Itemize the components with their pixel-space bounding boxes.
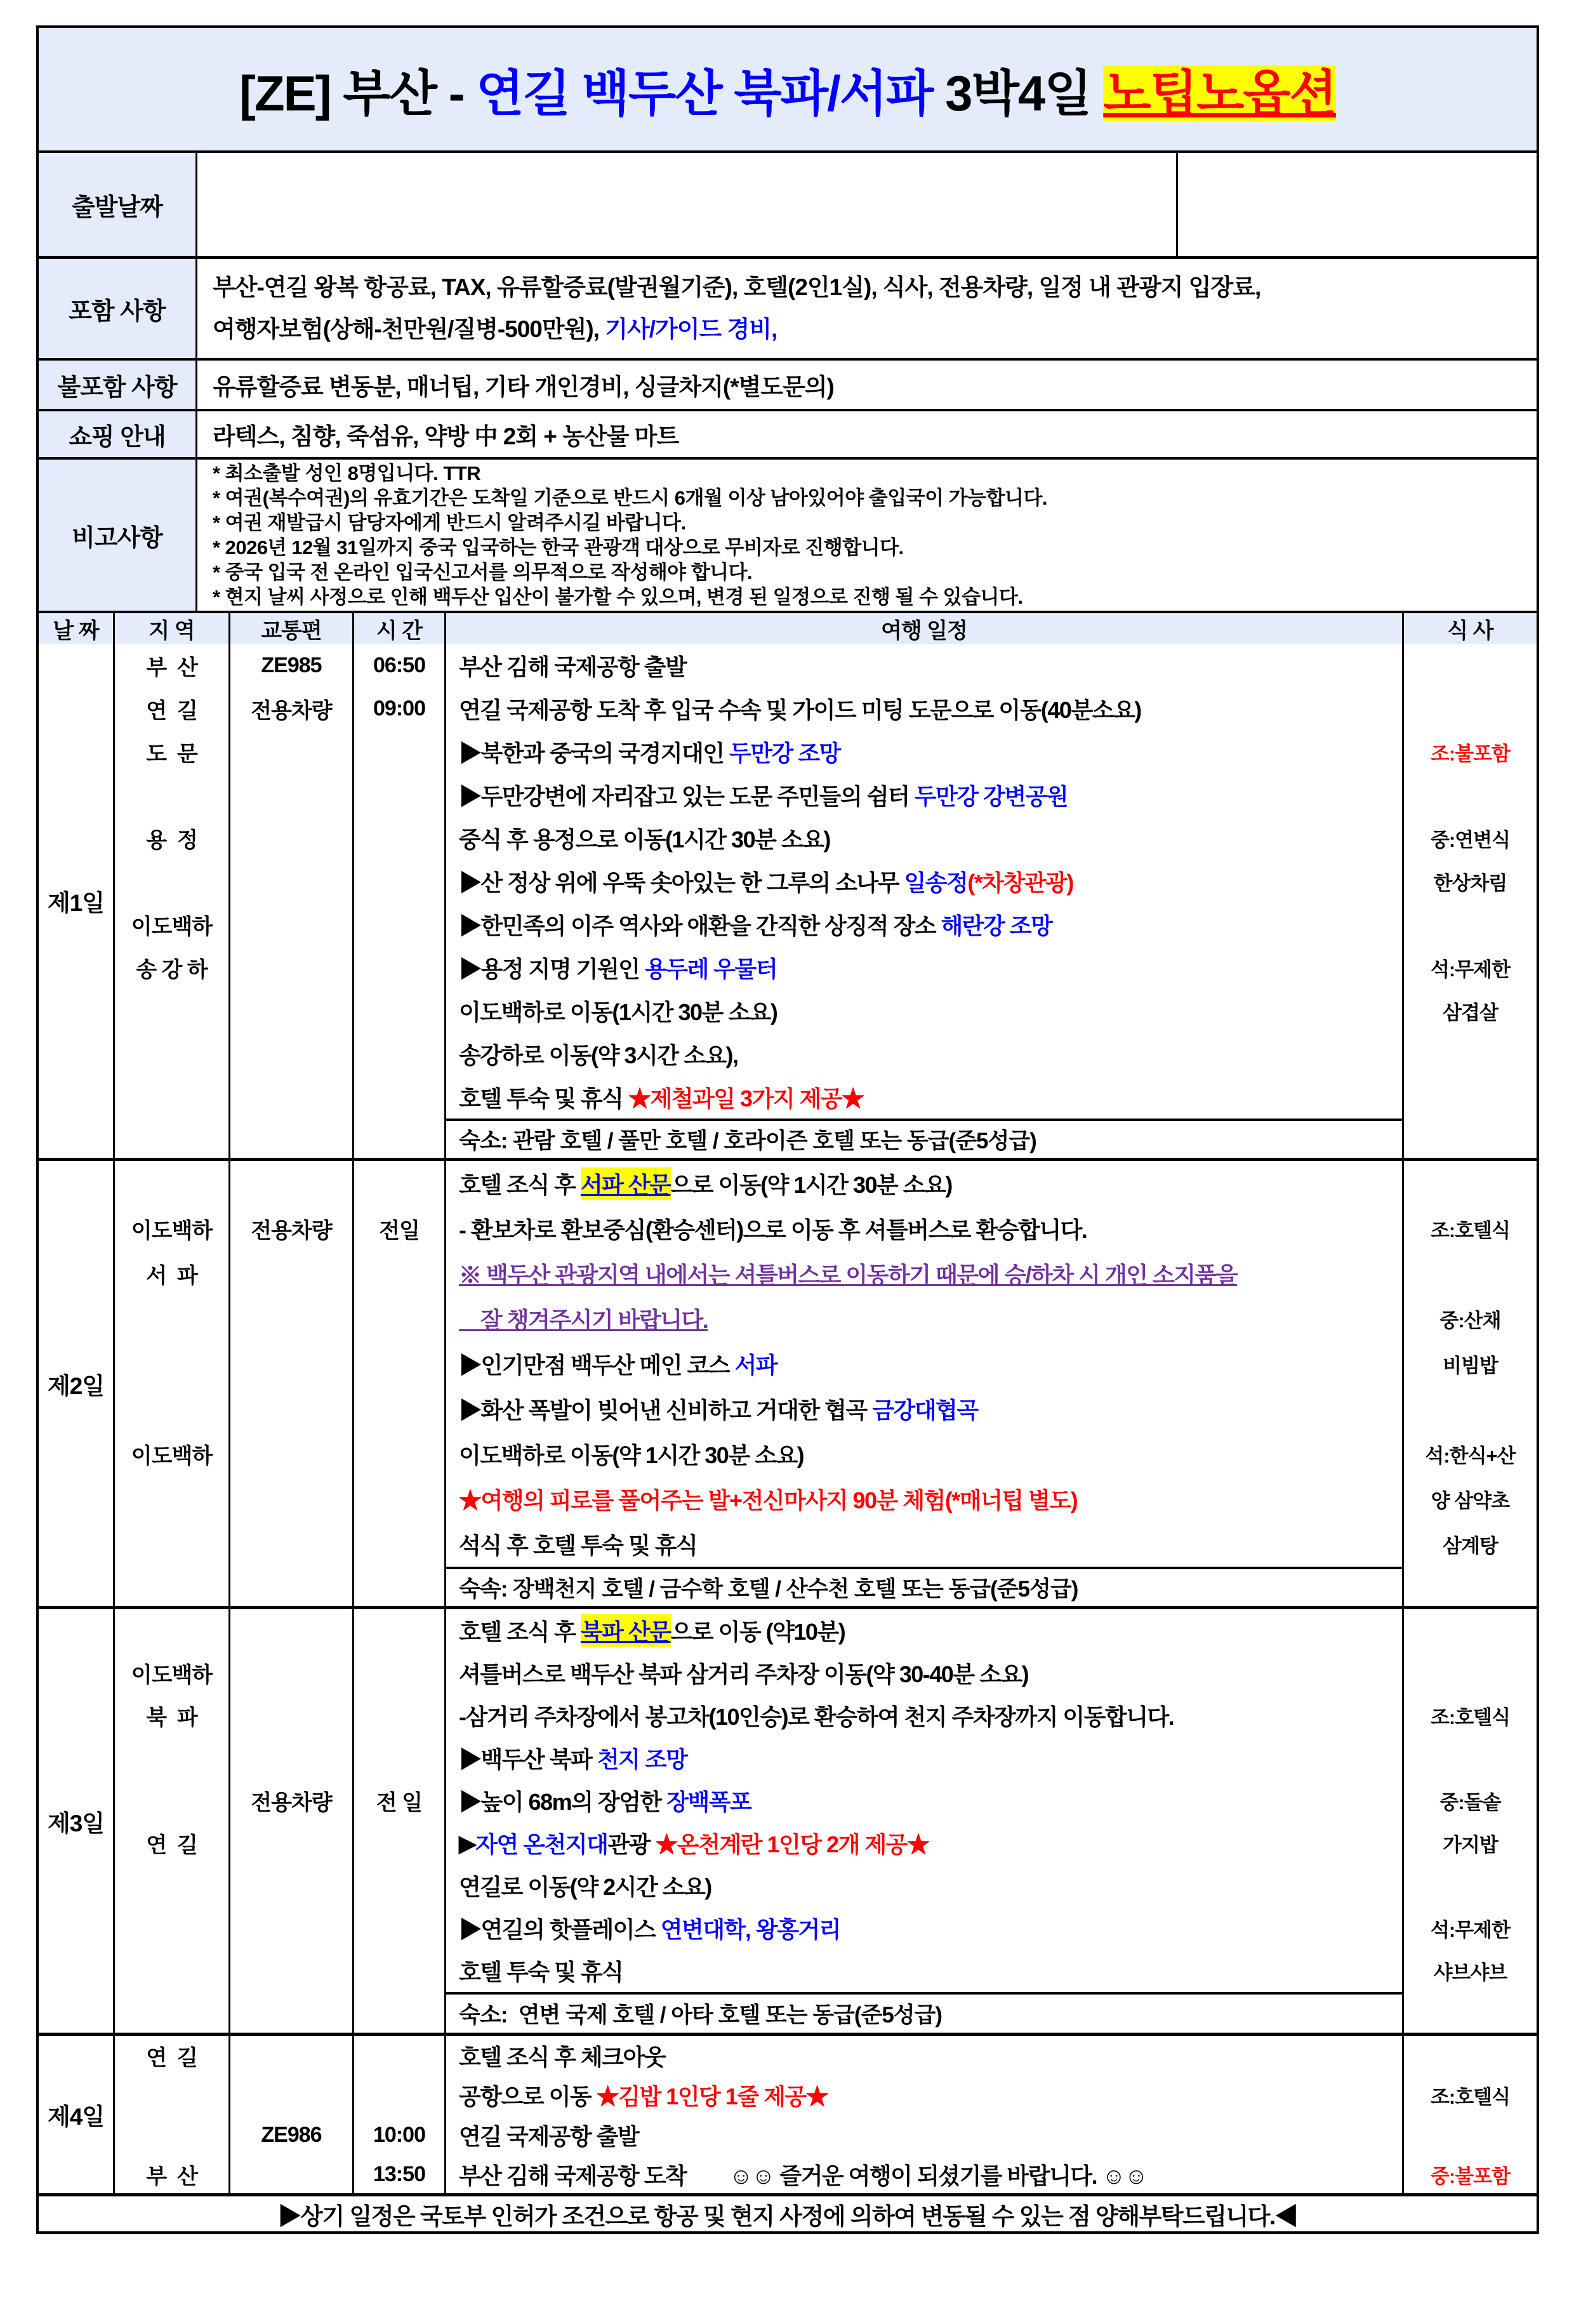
info-line: * 2026년 12월 31일까지 중국 입국하는 한국 관광객 대상으로 무비자로 진행합니다. (213, 536, 904, 559)
regions-slot (115, 1864, 228, 1907)
time-slot: 09:00 (373, 696, 425, 720)
day-itinerary (446, 2036, 1404, 2193)
transport-slot (230, 1431, 352, 1477)
day-row (39, 2036, 1537, 2196)
day-time (354, 644, 446, 1158)
shopping-info-row (39, 411, 1537, 460)
meal-slot (1404, 644, 1537, 687)
transport-slot: 전용차량 (251, 698, 332, 723)
transport-slot (230, 1032, 352, 1075)
time-slot (354, 989, 444, 1032)
regions-slot: 용 정 (146, 828, 197, 853)
time-slot (354, 946, 444, 989)
regions-slot: 연 길 (146, 698, 197, 723)
itinerary-line: 송강하로 이동(약 3시간 소요), (459, 1042, 738, 1068)
time-slot (354, 1609, 444, 1652)
header-transport: 교통편 (230, 613, 354, 644)
time-slot (354, 1477, 444, 1522)
meal-slot (1404, 1609, 1537, 1652)
meal-slot (1404, 1251, 1537, 1296)
transport-slot (230, 1161, 352, 1206)
regions-slot (115, 2115, 228, 2155)
time-slot (354, 816, 444, 860)
shopping-info-text (197, 411, 1537, 457)
info-line: * 중국 입국 전 온라인 입국신고서를 의무적으로 작성해야 합니다. (213, 561, 753, 583)
itinerary-line: 이도백하로 이동(1시간 30분 소요) (459, 999, 777, 1025)
time-slot (354, 1341, 444, 1386)
departure-date-row (39, 153, 1537, 259)
regions-slot (115, 1296, 228, 1341)
time-slot (354, 1949, 444, 1992)
meal-slot: 중:산채 (1439, 1310, 1501, 1332)
transport-slot (230, 1251, 352, 1296)
itinerary-line: -삼거리 주차장에서 봉고차(10인승)로 환승하여 천지 주차장까지 이동합니다. (459, 1704, 1174, 1730)
meal-slot: 석:한식+산 (1425, 1445, 1516, 1467)
regions-slot: 이도백하 (131, 1444, 213, 1468)
itinerary-line: ▶북한과 중국의 국경지대인 두만강 조망 (459, 740, 840, 766)
time-slot (354, 1386, 444, 1431)
day-itinerary (446, 644, 1404, 1158)
transport-slot (230, 1296, 352, 1341)
transport-slot (230, 1341, 352, 1386)
itinerary-line: 연길로 이동(약 2시간 소요) (459, 1874, 711, 1900)
transport-slot (230, 1075, 352, 1119)
meal-slot: 삼겹살 (1443, 1001, 1498, 1024)
itinerary-table (36, 25, 1539, 2234)
regions-slot (115, 860, 228, 903)
meal-slot: 중:연변식 (1430, 828, 1511, 851)
time-slot (354, 1652, 444, 1694)
regions-slot (115, 1779, 228, 1822)
departure-date-extra[interactable] (1178, 153, 1537, 256)
meal-slot: 조:불포함 (1430, 742, 1511, 765)
time-slot (354, 1737, 444, 1779)
itinerary-line: ▶화산 폭발이 빚어낸 신비하고 거대한 협곡 금강대협곡 (459, 1397, 978, 1423)
remarks-label: 비고사항 (39, 460, 197, 611)
itinerary-line: ▶용정 지명 기원인 용두레 우물터 (459, 955, 777, 982)
day-itinerary (446, 1609, 1404, 2033)
day-row (39, 644, 1537, 1161)
transport-slot (230, 1386, 352, 1431)
header-date: 날 짜 (39, 613, 115, 644)
time-slot (354, 773, 444, 816)
transport-slot (230, 1652, 352, 1694)
itinerary-line: 호텔 투숙 및 휴식 ★제철과일 3가지 제공★ (459, 1085, 864, 1112)
info-line: * 최소출발 성인 8명입니다. TTR (213, 462, 481, 484)
transport-slot (230, 2155, 352, 2194)
day-regions (115, 644, 230, 1158)
itinerary-line: ▶연길의 핫플레이스 연변대학, 왕홍거리 (459, 1916, 840, 1942)
shopping-info-label: 쇼핑 안내 (39, 411, 197, 457)
hotel-info: 숙소: 관람 호텔 / 풀만 호텔 / 호라이즌 호텔 또는 동급(준5성급) (446, 1119, 1402, 1158)
meal-slot (1404, 687, 1537, 730)
regions-slot (115, 1032, 228, 1075)
time-slot: 06:50 (373, 653, 425, 677)
day-regions (115, 1161, 230, 1606)
itinerary-line: 호텔 투숙 및 휴식 (459, 1959, 623, 1985)
time-slot (354, 1864, 444, 1907)
meal-slot: 조:호텔식 (1430, 1219, 1511, 1242)
time-slot (354, 1431, 444, 1477)
included-items-label: 포함 사항 (39, 259, 197, 358)
time-slot (354, 1075, 444, 1119)
info-line: * 여권 재발급시 담당자에게 반드시 알려주시길 바랍니다. (213, 512, 686, 534)
regions-slot: 연 길 (146, 1833, 197, 1857)
itinerary-line: ★여행의 피로를 풀어주는 발+전신마사지 90분 체험(*매너팁 별도) (459, 1487, 1078, 1513)
itinerary-line: 공항으로 이동 ★김밥 1인당 1줄 제공★ (459, 2083, 828, 2110)
regions-slot (115, 1075, 228, 1119)
day-meals (1404, 644, 1537, 1158)
day-regions (115, 1609, 230, 2033)
info-line: * 여권(복수여권)의 유효기간은 도착일 기준으로 반드시 6개월 이상 남아있어야 출입국이 가능합니다. (213, 487, 1048, 509)
time-slot (354, 903, 444, 946)
regions-slot (115, 773, 228, 816)
remarks-text (197, 460, 1537, 611)
included-items-text (197, 259, 1537, 358)
meal-slot: 삼계탕 (1443, 1535, 1498, 1557)
meal-slot (1404, 1864, 1537, 1907)
meal-slot: 가지밥 (1443, 1834, 1498, 1856)
itinerary-line: ▶백두산 북파 천지 조망 (459, 1746, 687, 1772)
regions-slot (115, 1341, 228, 1386)
departure-date-value[interactable] (197, 153, 1178, 256)
day-transport (230, 1609, 354, 2033)
hotel-info: 숙소: 연변 국제 호텔 / 아타 호텔 또는 동급(준5성급) (446, 1992, 1402, 2033)
regions-slot (115, 2076, 228, 2116)
page-title: [ZE] 부산 - 연길 백두산 북파/서파 3박4일 노팁노옵션 (239, 65, 1337, 121)
time-slot (354, 1694, 444, 1737)
info-line: 여행자보험(상해-천만원/질병-500만원), 기사/가이드 경비, (213, 316, 777, 342)
day-transport (230, 644, 354, 1158)
regions-slot (115, 1161, 228, 1206)
regions-slot: 도 문 (146, 741, 197, 766)
hotel-info: 숙속: 장백천지 호텔 / 금수학 호텔 / 산수천 호텔 또는 동급(준5성급) (446, 1567, 1402, 1606)
transport-slot (230, 989, 352, 1032)
itinerary-line: ▶산 정상 위에 우뚝 솟아있는 한 그루의 소나무 일송정 (*차창관광) (459, 869, 1073, 896)
meal-slot (1404, 773, 1537, 816)
meal-slot (1404, 903, 1537, 946)
meal-slot (1404, 1161, 1537, 1206)
time-slot: 13:50 (373, 2162, 425, 2187)
itinerary-line: 셔틀버스로 백두산 북파 삼거리 주차장 이동(약 30-40분 소요) (459, 1661, 1029, 1687)
meal-slot (1404, 1386, 1537, 1431)
itinerary-line: 호텔 조식 후 서파 산문 으로 이동(약 1시간 30분 소요) (446, 1161, 1402, 1206)
regions-slot: 연 길 (146, 2045, 197, 2070)
meal-slot (1404, 1652, 1537, 1694)
transport-slot (230, 1822, 352, 1864)
day-time (354, 2036, 446, 2193)
regions-slot: 북 파 (146, 1706, 197, 1730)
regions-slot: 이도백하 (131, 1219, 213, 1243)
transport-slot: ZE986 (261, 2122, 322, 2147)
itinerary-line: 석식 후 호텔 투숙 및 휴식 (459, 1532, 698, 1558)
meal-slot: 비빔밥 (1443, 1355, 1498, 1377)
day-label: 제2일 (39, 1161, 115, 1606)
regions-slot (115, 1522, 228, 1567)
meal-slot (1404, 2036, 1537, 2076)
day-label: 제1일 (39, 644, 115, 1158)
day-meals (1404, 1609, 1537, 2033)
regions-slot: 서 파 (146, 1264, 197, 1288)
meal-slot: 중:불포함 (1430, 2165, 1511, 2188)
header-meals: 식 사 (1404, 613, 1537, 644)
itinerary-line: 호텔 조식 후 북파 산문 으로 이동 (약10분) (446, 1609, 1402, 1652)
meal-slot (1404, 2115, 1537, 2155)
meal-slot (1404, 1737, 1537, 1779)
meal-slot: 석:무제한 (1430, 1919, 1511, 1941)
transport-slot (230, 2036, 352, 2076)
itinerary-line: 부산 김해 국제공항 출발 (459, 653, 687, 680)
meal-slot: 샤브샤브 (1433, 1962, 1507, 1984)
day-time (354, 1161, 446, 1606)
itinerary-line: ▶ 자연 온천지대 관광 ★온천계란 1인당 2개 제공★ (459, 1829, 929, 1857)
transport-slot (230, 1477, 352, 1522)
excluded-items-text (197, 361, 1537, 409)
meal-slot: 중:돌솥 (1439, 1791, 1501, 1814)
itinerary-line: 연길 국제공항 도착 후 입국 수속 및 가이드 미팅 도문으로 이동(40분소요) (459, 696, 1141, 723)
transport-slot (230, 2076, 352, 2116)
itinerary-line: 중식 후 용정으로 이동(1시간 30분 소요) (459, 826, 830, 853)
meal-slot: 석:무제한 (1430, 958, 1511, 981)
day-regions (115, 2036, 230, 2193)
title-bar (39, 28, 1537, 153)
day-row (39, 1609, 1537, 2036)
time-slot (354, 2076, 444, 2116)
day-time (354, 1609, 446, 2033)
schedule-header-row (39, 613, 1537, 644)
day-transport (230, 1161, 354, 1606)
regions-slot (115, 1386, 228, 1431)
meal-slot: 양 삼약초 (1431, 1490, 1510, 1512)
info-line: 라텍스, 침향, 죽섬유, 약방 中 2회 + 농산물 마트 (213, 423, 679, 449)
regions-slot: 이도백하 (131, 1663, 213, 1687)
transport-slot (230, 1609, 352, 1652)
day-label: 제4일 (39, 2036, 115, 2193)
time-slot (354, 1251, 444, 1296)
time-slot (354, 1907, 444, 1949)
itinerary-line: 호텔 조식 후 체크아웃 (459, 2043, 665, 2070)
time-slot (354, 1161, 444, 1206)
itinerary-line: ▶한민족의 이주 역사와 애환을 간직한 상징적 장소 해란강 조망 (459, 912, 1052, 939)
included-items-row (39, 259, 1537, 361)
transport-slot (230, 903, 352, 946)
transport-slot (230, 730, 352, 773)
day-meals (1404, 1161, 1537, 1606)
time-slot: 10:00 (373, 2122, 425, 2147)
meal-slot: 조:호텔식 (1430, 1706, 1511, 1729)
header-time: 시 간 (354, 613, 446, 644)
regions-slot (115, 1609, 228, 1652)
header-region: 지 역 (115, 613, 230, 644)
itinerary-line: ▶인기만점 백두산 메인 코스 서파 (459, 1352, 777, 1378)
meal-slot: 한상차림 (1433, 872, 1507, 894)
regions-slot (115, 989, 228, 1032)
excluded-items-label: 불포함 사항 (39, 361, 197, 409)
transport-slot: 전용차량 (251, 1791, 332, 1815)
itinerary-line: - 환보차로 환보중심(환승센터)으로 이동 후 셔틀버스로 환승합니다. (459, 1217, 1087, 1243)
time-slot (354, 1822, 444, 1864)
time-slot (354, 1522, 444, 1567)
info-line: 부산-연길 왕복 항공료, TAX, 유류할증료(발권월기준), 호텔(2인1실), 식사, 전용차량, 일정 내 관광지 입장료, (213, 274, 1261, 300)
regions-slot (115, 1907, 228, 1949)
day-label: 제3일 (39, 1609, 115, 2033)
itinerary-line: ▶높이 68m의 장엄한 장백폭포 (459, 1789, 751, 1815)
regions-slot (115, 1477, 228, 1522)
meal-slot (1404, 1075, 1537, 1119)
departure-date-label: 출발날짜 (39, 153, 197, 256)
regions-slot: 송 강 하 (136, 957, 208, 982)
time-slot (354, 2036, 444, 2076)
regions-slot (115, 1737, 228, 1779)
itinerary-line: 연길 국제공항 출발 (459, 2123, 639, 2149)
info-line: 유류할증료 변동분, 매너팁, 기타 개인경비, 싱글차지(*별도문의) (213, 374, 834, 400)
transport-slot (230, 860, 352, 903)
footer-notice: ▶상기 일정은 국토부 인허가 조건으로 항공 및 현지 사정에 의하여 변동될 수 있는 점 양해부탁드립니다.◀ (277, 2203, 1298, 2229)
transport-slot (230, 1737, 352, 1779)
regions-slot: 부 산 (146, 2165, 197, 2189)
remarks-row (39, 460, 1537, 613)
regions-slot: 부 산 (146, 655, 197, 680)
meal-slot: 조:호텔식 (1430, 2086, 1511, 2109)
itinerary-line: ▶두만강변에 자리잡고 있는 도문 주민들의 쉼터 두만강 강변공원 (459, 783, 1068, 809)
time-slot (354, 1032, 444, 1075)
transport-slot: 전용차량 (251, 1219, 332, 1243)
transport-slot: ZE985 (261, 653, 322, 677)
schedule-body (39, 644, 1537, 2196)
regions-slot (115, 1949, 228, 1992)
info-line: * 현지 날씨 사정으로 인해 백두산 입산이 불가할 수 있으며, 변경 된 일정으로 진행 될 수 있습니다. (213, 586, 1023, 608)
time-slot: 전 일 (376, 1791, 423, 1815)
day-itinerary (446, 1161, 1404, 1606)
time-slot (354, 860, 444, 903)
regions-slot: 이도백하 (131, 914, 213, 939)
header-itinerary: 여행 일정 (446, 613, 1404, 644)
excluded-items-row (39, 361, 1537, 411)
day-transport (230, 2036, 354, 2193)
time-slot: 전일 (379, 1219, 420, 1243)
transport-slot (230, 1522, 352, 1567)
itinerary-line: 잘 챙겨주시기 바랍니다. (459, 1307, 708, 1333)
transport-slot (230, 816, 352, 860)
time-slot (354, 1296, 444, 1341)
transport-slot (230, 1907, 352, 1949)
time-slot (354, 730, 444, 773)
transport-slot (230, 773, 352, 816)
transport-slot (230, 1949, 352, 1992)
itinerary-line: 이도백하로 이동(약 1시간 30분 소요) (459, 1442, 804, 1468)
transport-slot (230, 1864, 352, 1907)
day-row (39, 1161, 1537, 1609)
meal-slot (1404, 1032, 1537, 1075)
transport-slot (230, 1694, 352, 1737)
day-meals (1404, 2036, 1537, 2193)
transport-slot (230, 946, 352, 989)
itinerary-line: ※ 백두산 관광지역 내에서는 셔틀버스로 이동하기 때문에 승/하차 시 개인 소지품을 (459, 1262, 1238, 1288)
itinerary-line: 부산 김해 국제공항 도착 ☺☺ 즐거운 여행이 되셨기를 바랍니다. ☺☺ (459, 2163, 1147, 2189)
